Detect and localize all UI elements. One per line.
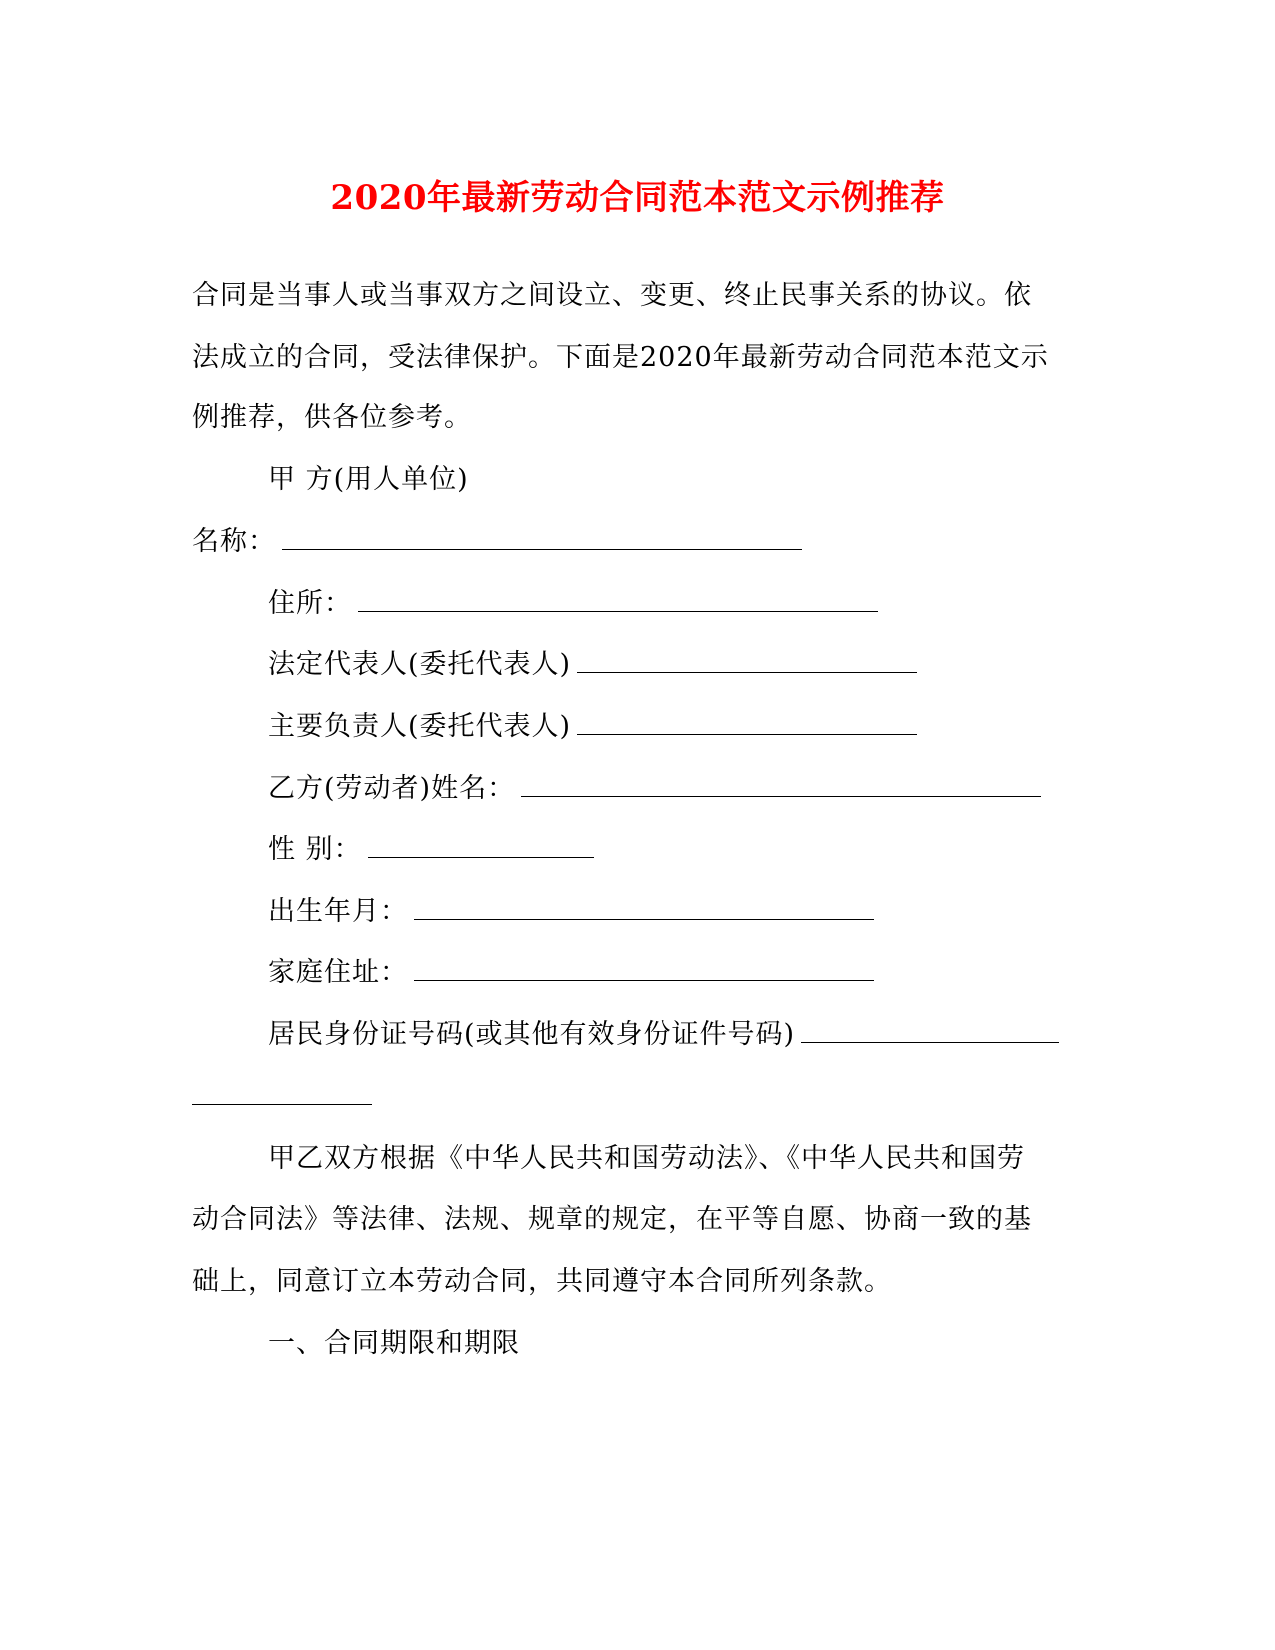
intro-line-1: 合同是当事人或当事双方之间设立、变更、终止民事关系的协议。依 [192,280,1032,311]
party-a-address-label: 住所： [268,588,352,619]
party-a-name-label: 名称： [192,526,276,557]
gender-label: 性 别： [268,834,362,865]
agreement-line-1: 甲乙双方根据《中华人民共和国劳动法》、《中华人民共和国劳 [268,1143,1025,1174]
party-a-heading: 甲 方(用人单位) [268,464,469,495]
agreement-line-3: 础上，同意订立本劳动合同，共同遵守本合同所列条款。 [192,1266,892,1297]
party-b-name-row [268,769,1041,809]
id-number-blank-continued [192,1078,372,1105]
gender-row [268,830,594,870]
legal-rep-row [268,645,917,685]
principal-blank [577,708,917,735]
document-title: 2020年最新劳动合同范本范文示例推荐 [330,178,945,218]
birth-row [268,892,874,932]
party-b-name-blank [521,770,1041,797]
principal-label: 主要负责人(委托代表人) [268,711,572,742]
party-a-name-row [192,522,802,562]
party-a-name-blank [282,523,802,550]
agreement-line-2: 动合同法》等法律、法规、规章的规定，在平等自愿、协商一致的基 [192,1204,1032,1235]
id-number-blank [801,1016,1059,1043]
id-number-label: 居民身份证号码(或其他有效身份证件号码) [268,1019,796,1050]
party-a-address-blank [358,585,878,612]
home-address-blank [414,954,874,981]
home-address-row [268,953,874,993]
legal-rep-label: 法定代表人(委托代表人) [268,649,572,680]
party-b-name-label: 乙方(劳动者)姓名： [268,773,516,804]
principal-row [268,707,917,747]
home-address-label: 家庭住址： [268,957,408,988]
section-1-heading: 一、合同期限和期限 [268,1328,520,1359]
birth-label: 出生年月： [268,896,408,927]
intro-line-2: 法成立的合同，受法律保护。下面是2020年最新劳动合同范本范文示 [192,342,1049,373]
intro-line-3: 例推荐，供各位参考。 [192,402,472,433]
id-number-continuation-row [192,1077,372,1117]
birth-blank [414,893,874,920]
id-number-row [268,1015,1059,1055]
legal-rep-blank [577,646,917,673]
party-a-address-row [268,584,878,624]
gender-blank [368,831,594,858]
